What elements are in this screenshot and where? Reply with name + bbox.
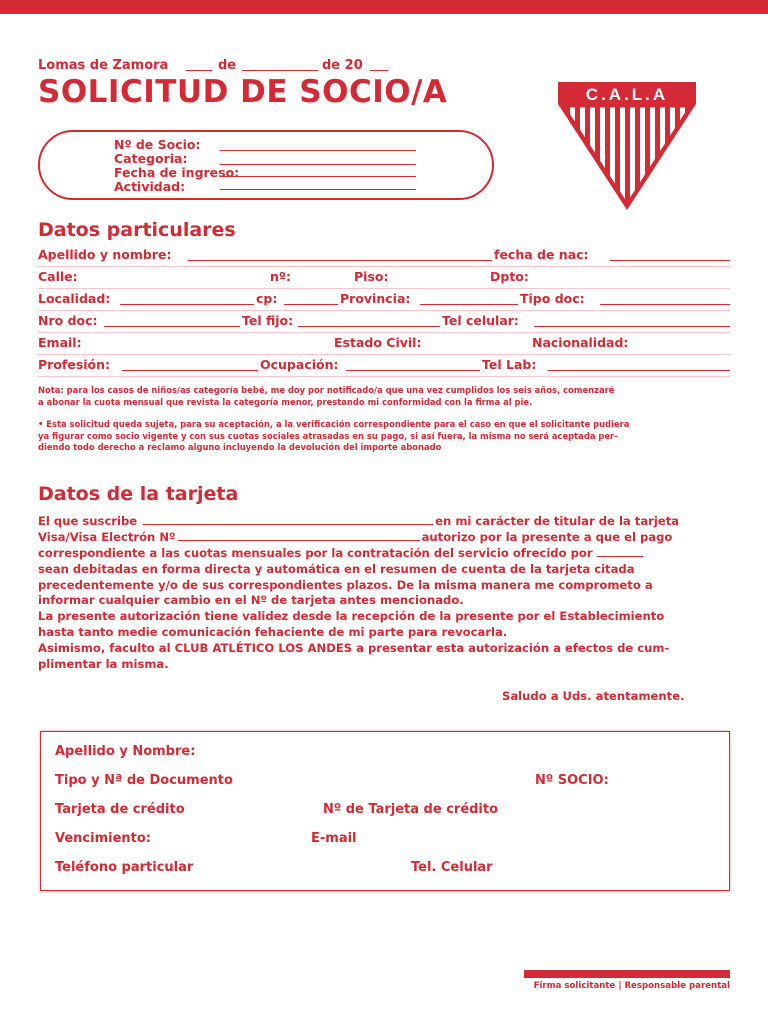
crest-stripe [575, 104, 580, 210]
place-label: Lomas de Zamora [38, 58, 169, 73]
cp-field[interactable] [284, 304, 338, 305]
profesion-field[interactable] [122, 370, 258, 371]
ocupacion-field[interactable] [346, 370, 480, 371]
box-vencimiento-label: Vencimiento: [55, 831, 152, 846]
fecha-ingreso-field[interactable] [220, 176, 416, 177]
categoria-field[interactable] [220, 164, 416, 165]
page-title: SOLICITUD DE SOCIO/A [38, 74, 448, 110]
signature-label: Firma solicitante | Responsable parental [533, 981, 730, 991]
nro-doc-field[interactable] [104, 326, 240, 327]
box-apellido-label: Apellido y Nombre: [55, 744, 196, 759]
crest-stripe [665, 104, 670, 210]
de-label-2: de 20 [322, 58, 363, 73]
titular-box [40, 731, 730, 891]
nota-ninos: Nota: para los casos de niños/as categoría bebé, me doy por notificado/a que una vez cumplidos los seis años, comenzaré a abonar la cuota mensual que revista la categoría menor, prestando mi conformidad con la firma al pie. [38, 385, 615, 407]
datos-tarjeta-title: Datos de la tarjeta [38, 483, 239, 505]
top-bar [0, 0, 768, 14]
tipo-doc-label: Tipo doc: [520, 291, 585, 306]
box-email-label: E-mail [311, 831, 357, 846]
dpto-label: Dpto: [490, 269, 529, 284]
apellido-field[interactable] [188, 260, 492, 261]
actividad-label: Actividad: [114, 179, 186, 194]
saludo: Saludo a Uds. atentamente. [502, 689, 685, 703]
year-field[interactable] [370, 70, 388, 71]
row-localidad [38, 291, 730, 311]
crest-stripe [685, 104, 690, 210]
crest-stripe [675, 104, 680, 210]
localidad-label: Localidad: [38, 291, 111, 306]
tipo-doc-field[interactable] [600, 304, 730, 305]
row-calle [38, 269, 730, 289]
tel-fijo-field[interactable] [298, 326, 440, 327]
club-crest-icon [558, 82, 696, 210]
signature-line[interactable] [524, 970, 730, 978]
nacionalidad-label: Nacionalidad: [532, 335, 629, 350]
calle-label: Calle: [38, 269, 78, 284]
estado-civil-label: Estado Civil: [334, 335, 422, 350]
cp-label: cp: [256, 291, 278, 306]
nota-verificacion: • Esta solicitud queda sujeta, para su aceptación, a la verificación correspondiente para el caso en que el solicitante pudiera ya figurar como socio vigente y con sus cuotas sociales atrasadas en su pago, si así fuera, la misma no será aceptada per- diendo todo derecho a reclamo alguno incluyendo la devolución del importe abonado [38, 419, 630, 452]
de-label-1: de [218, 58, 237, 73]
row-nro-doc [38, 313, 730, 333]
crest-stripe [605, 104, 610, 210]
tel-celular-field[interactable] [534, 326, 730, 327]
tel-fijo-label: Tel fijo: [242, 313, 294, 328]
tel-lab-label: Tel Lab: [482, 357, 537, 372]
actividad-field[interactable] [220, 189, 416, 190]
email-label: Email: [38, 335, 82, 350]
datos-particulares-title: Datos particulares [38, 219, 236, 241]
numero-label: nº: [270, 269, 291, 284]
box-celular-label: Tel. Celular [411, 860, 493, 875]
piso-label: Piso: [354, 269, 389, 284]
row-apellido [38, 247, 730, 267]
tel-lab-field[interactable] [548, 370, 730, 371]
tarjeta-numero-field[interactable] [178, 530, 420, 541]
suscribe-field[interactable] [143, 514, 433, 525]
provincia-label: Provincia: [340, 291, 411, 306]
crest-text: C.A.L.A [585, 85, 669, 104]
row-profesion [38, 357, 730, 377]
box-telefono-label: Teléfono particular [55, 860, 194, 875]
row-email [38, 335, 730, 355]
tel-celular-label: Tel celular: [442, 313, 519, 328]
box-nro-socio-label: Nº SOCIO: [535, 773, 609, 788]
ocupacion-label: Ocupación: [260, 357, 339, 372]
crest-stripe [625, 104, 630, 210]
fecha-nac-field[interactable] [610, 260, 730, 261]
box-tipo-doc-label: Tipo y Nª de Documento [55, 773, 233, 788]
fecha-ingreso-label: Fecha de ingreso: [114, 165, 240, 180]
fecha-nac-label: fecha de nac: [494, 247, 589, 262]
box-tarjeta-label: Tarjeta de crédito [55, 802, 185, 817]
crest-stripe [645, 104, 650, 210]
month-field[interactable] [242, 70, 318, 71]
provincia-field[interactable] [420, 304, 518, 305]
categoria-label: Categoria: [114, 151, 188, 166]
autorizacion-texto: El que suscribe en mi carácter de titular de la tarjeta Visa/Visa Electrón Nº autorizo por la presente a que el pago correspondiente a las cuotas mensuales por la contratación del servicio ofrecido por sean debitadas en forma directa y automática en el resumen de cuenta de la tarjeta citada precedentemente y/o de sus correspondientes plazos. De la misma manera me comprometo a informar cualquier cambio en el Nº de tarjeta antes mencionado. La presente autorización tiene validez desde la recepción de la presente por el Establecimiento hasta tanto medie comunicación fehaciente de mi parte para revocarla. Asimismo, faculto al CLUB ATLÉTICO LOS ANDES a presentar esta autorización a efectos de cum- plimentar la misma. [38, 514, 680, 672]
socio-field[interactable] [220, 150, 416, 151]
box-nro-tarjeta-label: Nº de Tarjeta de crédito [323, 802, 499, 817]
profesion-label: Profesión: [38, 357, 111, 372]
day-field[interactable] [186, 70, 212, 71]
crest-stripe [585, 104, 590, 210]
socio-label: Nº de Socio: [114, 137, 201, 152]
nro-doc-label: Nro doc: [38, 313, 98, 328]
localidad-field[interactable] [120, 304, 254, 305]
servicio-field[interactable] [597, 546, 643, 557]
apellido-label: Apellido y nombre: [38, 247, 172, 262]
